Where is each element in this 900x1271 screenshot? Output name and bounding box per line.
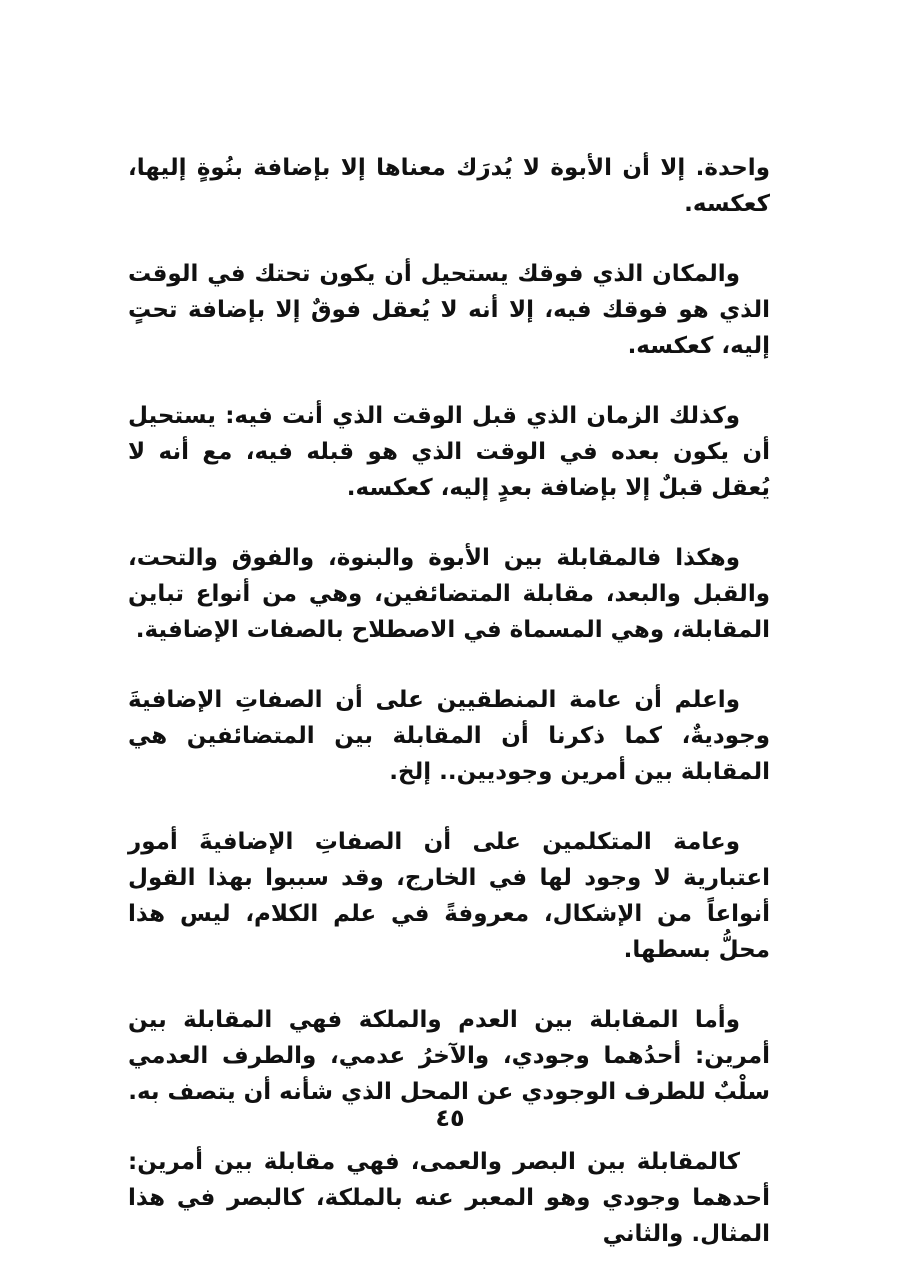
page-number: ٤٥ <box>435 1104 465 1132</box>
paragraph-6: وعامة المتكلمين على أن الصفاتِ الإضافيةَ أمور اعتبارية لا وجود لها في الخارج، وقد سببوا بهذا القول أنواعاً من الإشكال، معروفةً في علم الكلام، ليس هذا محلُّ بسطها. <box>128 829 770 963</box>
paragraph-4: وهكذا فالمقابلة بين الأبوة والبنوة، والفوق والتحت، والقبل والبعد، مقابلة المتضائفين، وهي من أنواع تباين المقابلة، وهي المسماة في الاصطلاح بالصفات الإضافية. <box>128 545 770 643</box>
paragraph-5: واعلم أن عامة المنطقيين على أن الصفاتِ الإضافيةَ وجوديةٌ، كما ذكرنا أن المقابلة بين المتضائفين هي المقابلة بين أمرين وجوديين.. إلخ. <box>128 687 770 785</box>
paragraph-1: واحدة. إلا أن الأبوة لا يُدرَك معناها إلا بإضافة بنُوةٍ إليها، كعكسه. <box>128 155 770 217</box>
paragraph-3: وكذلك الزمان الذي قبل الوقت الذي أنت فيه: يستحيل أن يكون بعده في الوقت الذي هو قبله فيه، مع أنه لا يُعقل قبلٌ إلا بإضافة بعدٍ إليه، كعكسه. <box>128 403 770 501</box>
page-body-text <box>128 150 770 1252</box>
paragraph-8: كالمقابلة بين البصر والعمى، فهي مقابلة بين أمرين: أحدهما وجودي وهو المعبر عنه بالملكة، كالبصر في هذا المثال. والثاني <box>128 1149 770 1247</box>
paragraph-7: وأما المقابلة بين العدم والملكة فهي المقابلة بين أمرين: أحدُهما وجودي، والآخرُ عدمي، والطرف العدمي سلْبٌ للطرف الوجودي عن المحل الذي شأنه أن يتصف به. <box>128 1007 770 1105</box>
paragraph-2: والمكان الذي فوقك يستحيل أن يكون تحتك في الوقت الذي هو فوقك فيه، إلا أنه لا يُعقل فوقٌ إلا بإضافة تحتٍ إليه، كعكسه. <box>128 261 770 359</box>
